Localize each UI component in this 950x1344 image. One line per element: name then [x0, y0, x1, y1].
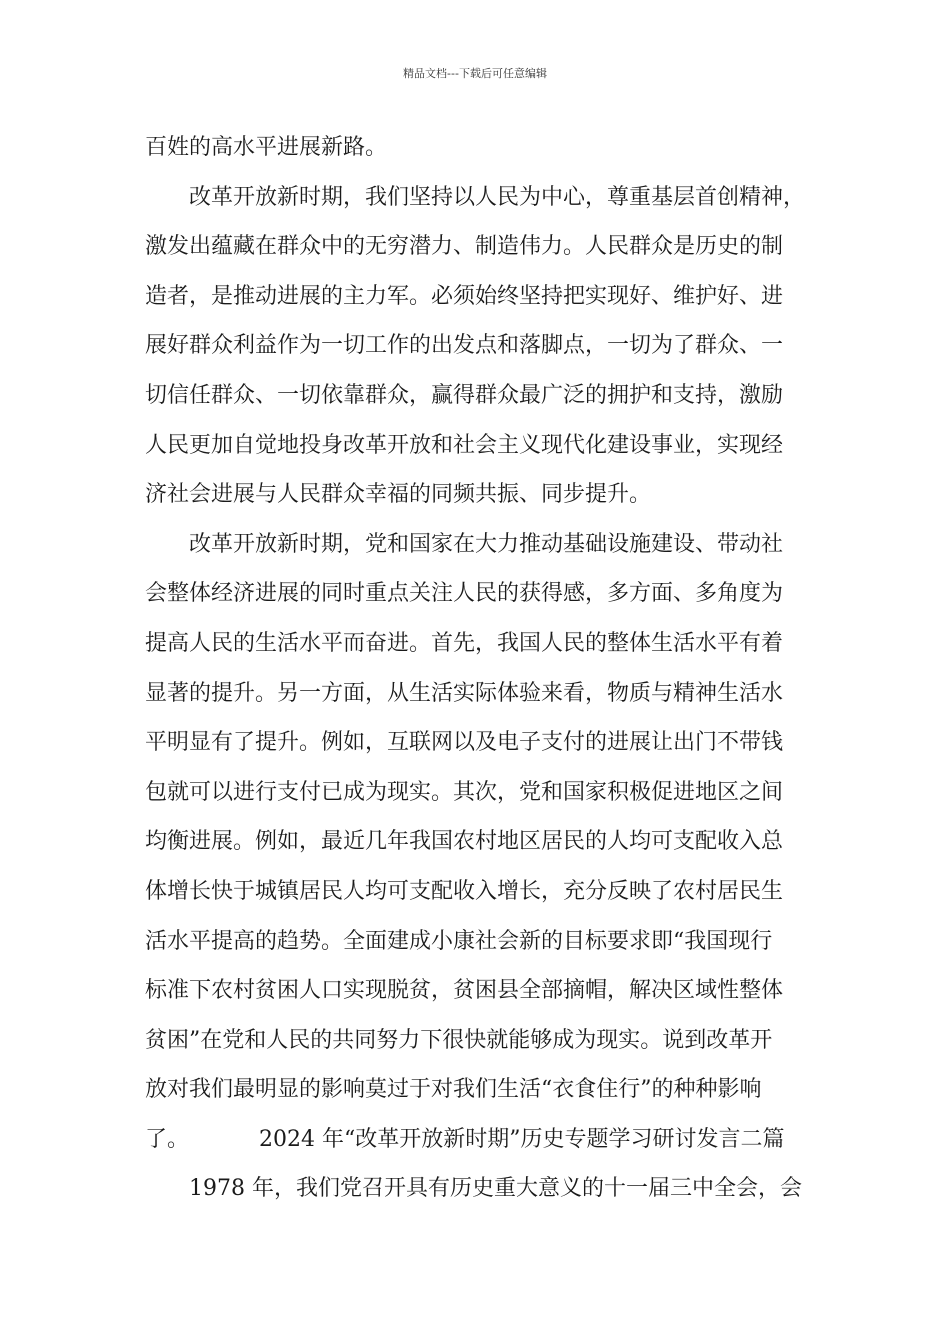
document-body [145, 130, 807, 1221]
page-header: 精品文档---下载后可任意编辑 [403, 67, 547, 80]
text-line: 均衡进展。例如，最近几年我国农村地区居民的人均可支配收入总 [145, 829, 784, 855]
text-line-with-title [145, 1122, 807, 1172]
text-line: 放对我们最明显的影响莫过于对我们生活“衣食住行”的种种影响 [145, 1077, 762, 1103]
text-line: 体增长快于城镇居民人均可支配收入增长，充分反映了农村居民生 [145, 878, 784, 904]
paragraph-start-line: 改革开放新时期，党和国家在大力推动基础设施建设、带动社 [189, 531, 784, 557]
text-line: 包就可以进行支付已成为现实。其次，党和国家积极促进地区之间 [145, 779, 784, 805]
text-line: 显著的提升。另一方面，从生活实际体验来看，物质与精神生活水 [145, 680, 784, 706]
text-line: 会整体经济进展的同时重点关注人民的获得感，多方面、多角度为 [145, 581, 784, 607]
text-line: 造者，是推动进展的主力军。必须始终坚持把实现好、维护好、进 [145, 283, 784, 309]
text-line: 济社会进展与人民群众幸福的同频共振、同步提升。 [145, 482, 652, 508]
text-line: 贫困”在党和人民的共同努力下很快就能够成为现实。说到改革开 [145, 1027, 773, 1053]
text-line: 展好群众利益作为一切工作的出发点和落脚点，一切为了群众、一 [145, 333, 784, 359]
text-line: 人民更加自觉地投身改革开放和社会主义现代化建设事业，实现经 [145, 432, 784, 458]
paragraph-start-line: 改革开放新时期，我们坚持以人民为中心，尊重基层首创精神， [189, 184, 806, 210]
section-title: 2024 年“改革开放新时期”历史专题学习研讨发言二篇 [259, 1126, 785, 1152]
text-line: 提高人民的生活水平而奋进。首先，我国人民的整体生活水平有着 [145, 630, 784, 656]
text-line: 激发出蕴藏在群众中的无穷潜力、制造伟力。人民群众是历史的制 [145, 234, 784, 260]
text-line: 百姓的高水平进展新路。 [145, 135, 388, 160]
paragraph-end-text: 了。 [145, 1126, 190, 1152]
text-line: 平明显有了提升。例如，互联网以及电子支付的进展让出门不带钱 [145, 730, 784, 756]
text-line: 切信任群众、一切依靠群众，赢得群众最广泛的拥护和支持，激励 [145, 382, 784, 408]
text-line: 活水平提高的趋势。全面建成小康社会新的目标要求即“我国现行 [145, 928, 773, 954]
text-line: 标准下农村贫困人口实现脱贫，贫困县全部摘帽，解决区域性整体 [145, 978, 784, 1004]
paragraph-start-line: 1978 年，我们党召开具有历史重大意义的十一届三中全会，会 [189, 1176, 802, 1202]
